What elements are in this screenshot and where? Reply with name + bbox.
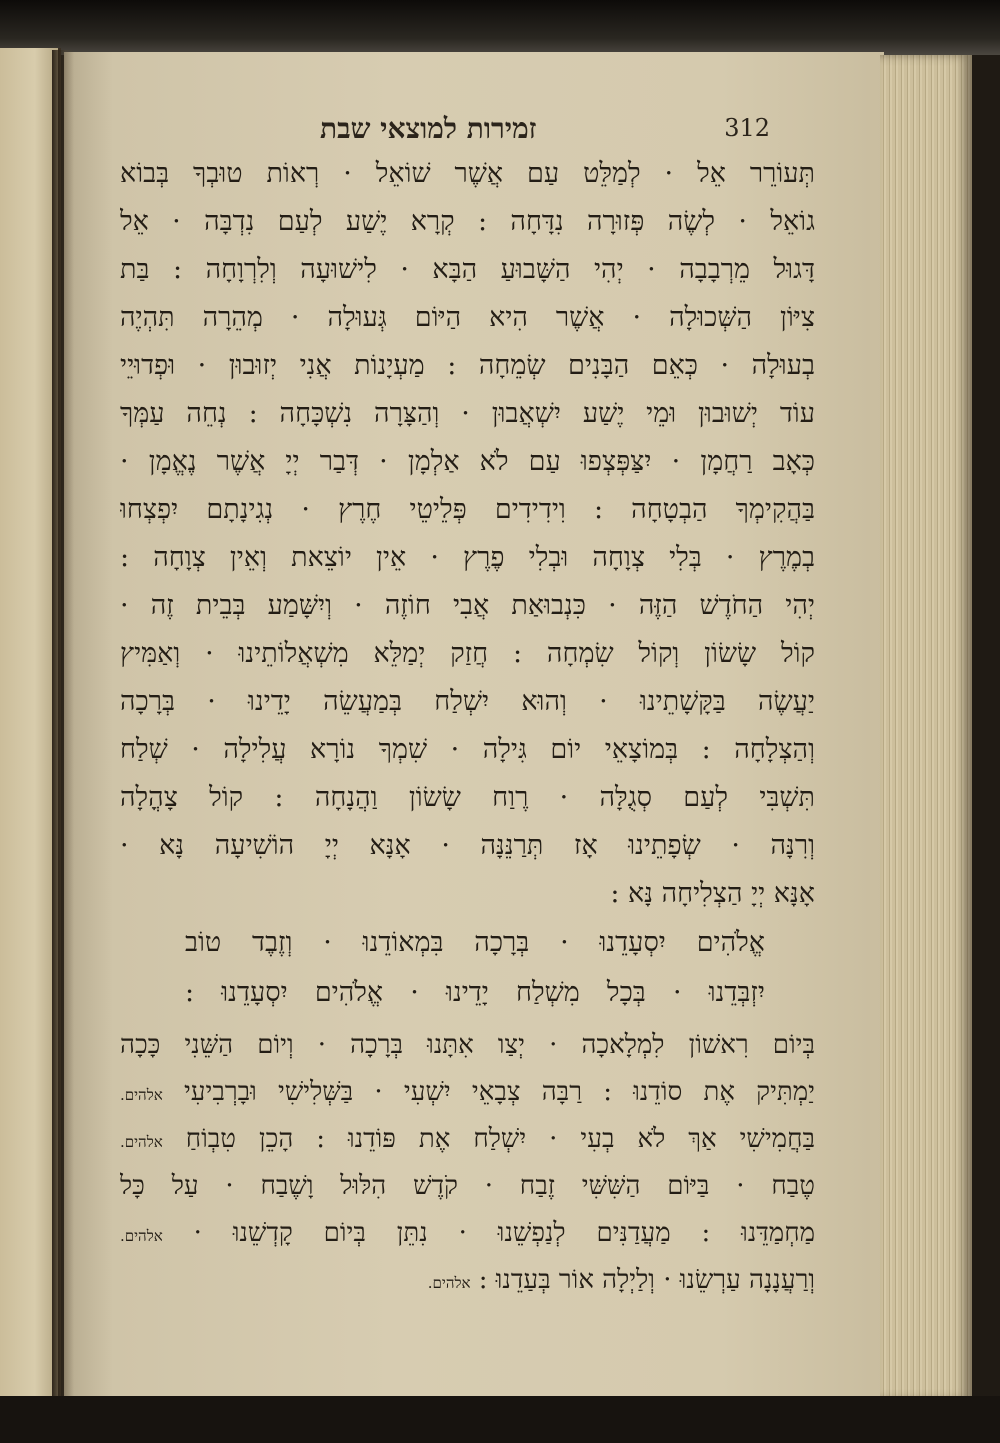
body-paragraph [120, 150, 815, 918]
text-line: יְהִי הַחֹדֶשׁ הַזֶּה · כִּנְבוּאַת אֲבִי חוֹזֶה · וְיִשָּׁמַע בְּבֵית זֶה · [120, 590, 815, 621]
page-number: 312 [724, 114, 770, 142]
text-line: תִּשְׁבִּי לְעַם סְגֻלָּה · רֶוַח שָׂשׂוֹן וַהֲנָחָה : קוֹל צָהֳלָה [120, 782, 815, 813]
text-line: קוֹל שָׂשׂוֹן וְקוֹל שִׂמְחָה : חֲזַק יְמַלֵּא מִשְׁאֲלוֹתֵינוּ · וְאַמִּיץ [120, 638, 815, 669]
text-line [120, 1163, 815, 1210]
text-line [120, 1069, 815, 1116]
page-fore-edge [880, 55, 972, 1400]
page-header [120, 112, 780, 152]
line-text: בַּחֲמִישִׁי אַךְ לֹא בְעִי · יִשְׁלַח אֶת פּוֹדֵנוּ : הָכֵן טִבְוֹחַ [185, 1124, 815, 1154]
text-line: בְעוּלָה · כְּאֵם הַבָּנִים שְׂמֵחָה : מַעְיָנוֹת אֲנִי יְזוּבוּן · וּפְדוּיֵי [120, 350, 815, 381]
line-text: וְרַעֲנָנָה עַרְשֵׂנוּ · וְלַיְלָה אוֹר בְּעַדֵנוּ : [478, 1265, 815, 1295]
stanza-line: אֱלֹהִים יִסְעָדֵנוּ · בְּרָכָה בִּמְאוֹדֵנוּ · וְזֶבֶד טוֹב [185, 927, 765, 958]
text-line [120, 1022, 815, 1069]
line-text: מַחְמַדֵּנוּ : מַעֲדַנִּים לְנַפְשֵׁנוּ · נִתֵּן בְּיוֹם קָדְשֵׁנוּ · [193, 1218, 815, 1248]
line-text: בְּיוֹם רִאשׁוֹן לִמְלָאכָה · יְצַו אִתָּנוּ בְּרָכָה · וְיוֹם הַשֵּׁנִי כָּכָה [120, 1030, 815, 1060]
text-line: יַעֲשֶׂה בַּקָּשָׁתֵינוּ · וְהוּא יִשְׁלַח בְּמַעֲשֵׂה יָדֵינוּ · בְּרָכָה [120, 686, 815, 717]
text-line: בַּהֲקִימְךָ הַבְטָחָה : וִידִידִים פְּלֵיטֵי חֶרֶץ · נְגִינָתָם יִפְצְחוּ [120, 494, 815, 525]
line-text: יַמְתִּיק אֶת סוֹדֵנוּ : רַבָּה צְבָאֵי יִשְׁעִי · בַּשְּׁלִישִׁי וּבָרְבִיעִי [183, 1077, 815, 1107]
text-line: וְהַצְלָחָה : בְּמוֹצָאֵי יוֹם גִּילָה · שִׁמְךָ נוֹרָא עֲלִילָה · שְׁלַח [120, 734, 815, 765]
text-line: בְמֶרֶץ · בְּלִי צְוָחָה וּבְלִי פֶרֶץ · אֵין יוֹצֵאת וְאֵין צְוָחָה : [120, 542, 815, 573]
text-line: צִיּוֹן הַשְּׁכוּלָה · אֲשֶׁר הִיא הַיּוֹם גְּעוּלָה · מְהֵרָה תִּהְיֶה [120, 302, 815, 333]
refrain-cue: אלהים. [120, 1227, 163, 1245]
refrain-stanza [185, 918, 765, 1018]
refrain-cue: אלהים. [120, 1086, 163, 1104]
text-line: גוֹאֵל · לְשֶׂה פְּזוּרָה נִדָּחָה : קְרָא יֶשַׁע לְעַם נִדְבָּה · אֵל [120, 206, 815, 237]
running-title: זמירות למוצאי שבת [320, 112, 537, 145]
refrain-cue: אלהים. [427, 1274, 471, 1292]
stanza-line: יִזְבְּדֵנוּ · בְּכָל מִשְׁלַח יָדֵינוּ · אֱלֹהִים יִסְעָדֵנוּ : [185, 977, 765, 1008]
refrain-cue: אלהים. [120, 1133, 163, 1151]
text-line: עוֹד יְשׁוּבוּן וּמֵי יֶשַׁע יִשְׁאֲבוּן · וְהַצָּרָה נִשְׁכָּחָה : נְחֵה עַמְּךָ [120, 398, 815, 429]
text-line: תְּעוֹרֵר אֵל · לְמַלֵּט עַם אֲשֶׁר שׁוֹאֵל · רְאוֹת טוּבְךָ בְּבוֹא [120, 158, 815, 189]
background-surface [0, 1396, 1000, 1443]
text-line: אָנָּא יְיָ הַצְלִיחָה נָּא : [610, 878, 815, 909]
text-line: כְּאָב רַחֲמָן · יִצַּפְּצְפוּ עַם לֹא אַלְמָן · דְּבַר יְיָ אֲשֶׁר נֶאֱמָן · [120, 446, 815, 477]
book-cover-edge [0, 0, 1000, 55]
text-line [120, 1116, 815, 1163]
body-paragraph-2 [120, 1022, 815, 1304]
text-line: וְרִנָּה · שְׂפָתֵינוּ אָז תְּרַנֵּנָּה · אָנָּא יְיָ הוֹשִׁיעָה נָּא · [120, 830, 815, 861]
text-line: דָּגוּל מֵרְבָבָה · יְהִי הַשָּׁבוּעַ הַבָּא · לִישׁוּעָה וְלִרְוָחָה : בַּת [120, 254, 815, 285]
text-line [120, 1257, 815, 1304]
text-line [120, 1210, 815, 1257]
line-text: טֶבַח · בַּיּוֹם הַשִּׁשִּׁי זֶבַח · קֹדֶשׁ הִלּוּל וָשֶׁבַח · עַל כָּל [120, 1171, 815, 1201]
spine-shadow [52, 50, 74, 1400]
